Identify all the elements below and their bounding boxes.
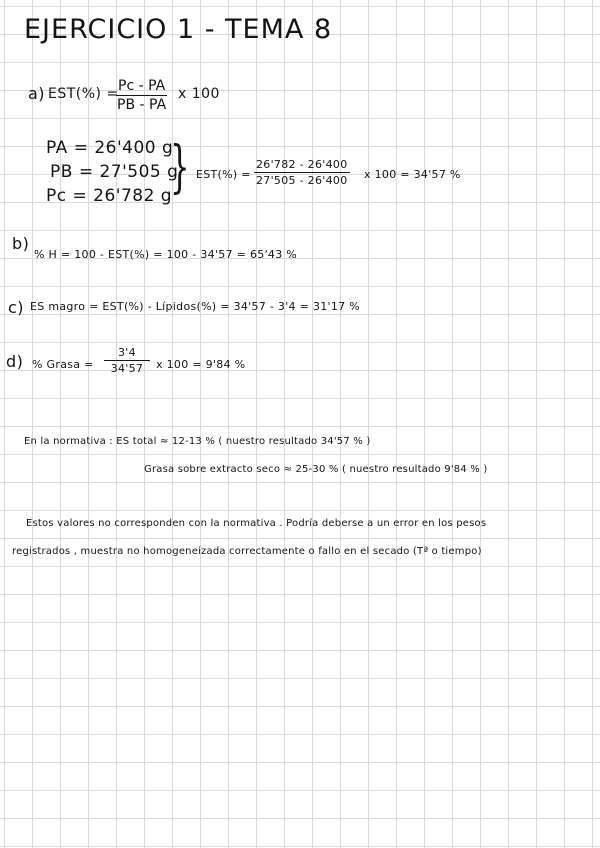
part-b-formula: % H = 100 - EST(%) = 100 - 34'57 = 65'43 %	[34, 248, 298, 261]
conclusion-line-2: registrados , muestra no homogeneizada correctamente o fallo en el secado (Tª o tiempo)	[12, 546, 482, 557]
mass-pc: Pc = 26'782 g	[46, 186, 173, 206]
part-a-calc-fraction	[254, 158, 350, 187]
part-a-formula-fraction	[116, 78, 167, 113]
part-d-fraction	[104, 346, 150, 375]
part-a-calc-lhs: EST(%) =	[196, 168, 251, 181]
normativa-line-2: Grasa sobre extracto seco ≈ 25-30 % ( nuestro resultado 9'84 % )	[144, 464, 488, 475]
part-a-denominator: PB - PA	[117, 97, 167, 113]
mass-pb: PB = 27'505 g	[50, 162, 179, 182]
part-a-formula-times: x 100	[178, 86, 220, 102]
part-c-label: c)	[8, 298, 25, 317]
part-a-calc-numerator: 26'782 - 26'400	[256, 158, 348, 171]
part-d-numerator: 3'4	[104, 346, 150, 361]
part-d-label: d)	[6, 352, 24, 371]
part-a-label: a)	[28, 84, 46, 103]
conclusion-line-1: Estos valores no corresponden con la normativa . Podría deberse a un error en los pesos	[26, 518, 487, 529]
part-a-numerator: Pc - PA	[118, 78, 166, 94]
part-a-calc-result: x 100 = 34'57 %	[364, 168, 461, 181]
part-c-formula: ES magro = EST(%) - Lípidos(%) = 34'57 - 3'4 = 31'17 %	[30, 300, 361, 313]
mass-pa: PA = 26'400 g	[46, 138, 174, 158]
normativa-line-1: En la normativa : ES total ≈ 12-13 % ( nuestro resultado 34'57 % )	[24, 436, 371, 447]
part-b-label: b)	[12, 234, 30, 253]
page-title: EJERCICIO 1 - TEMA 8	[24, 14, 333, 45]
part-a-formula-lhs: EST(%) =	[48, 86, 119, 102]
part-d-result: x 100 = 9'84 %	[156, 358, 246, 371]
part-d-denominator: 34'57	[110, 362, 144, 375]
part-a-calc-denominator: 27'505 - 26'400	[256, 174, 348, 187]
part-d-lhs: % Grasa =	[32, 358, 94, 371]
curly-brace-icon: }	[170, 135, 190, 200]
